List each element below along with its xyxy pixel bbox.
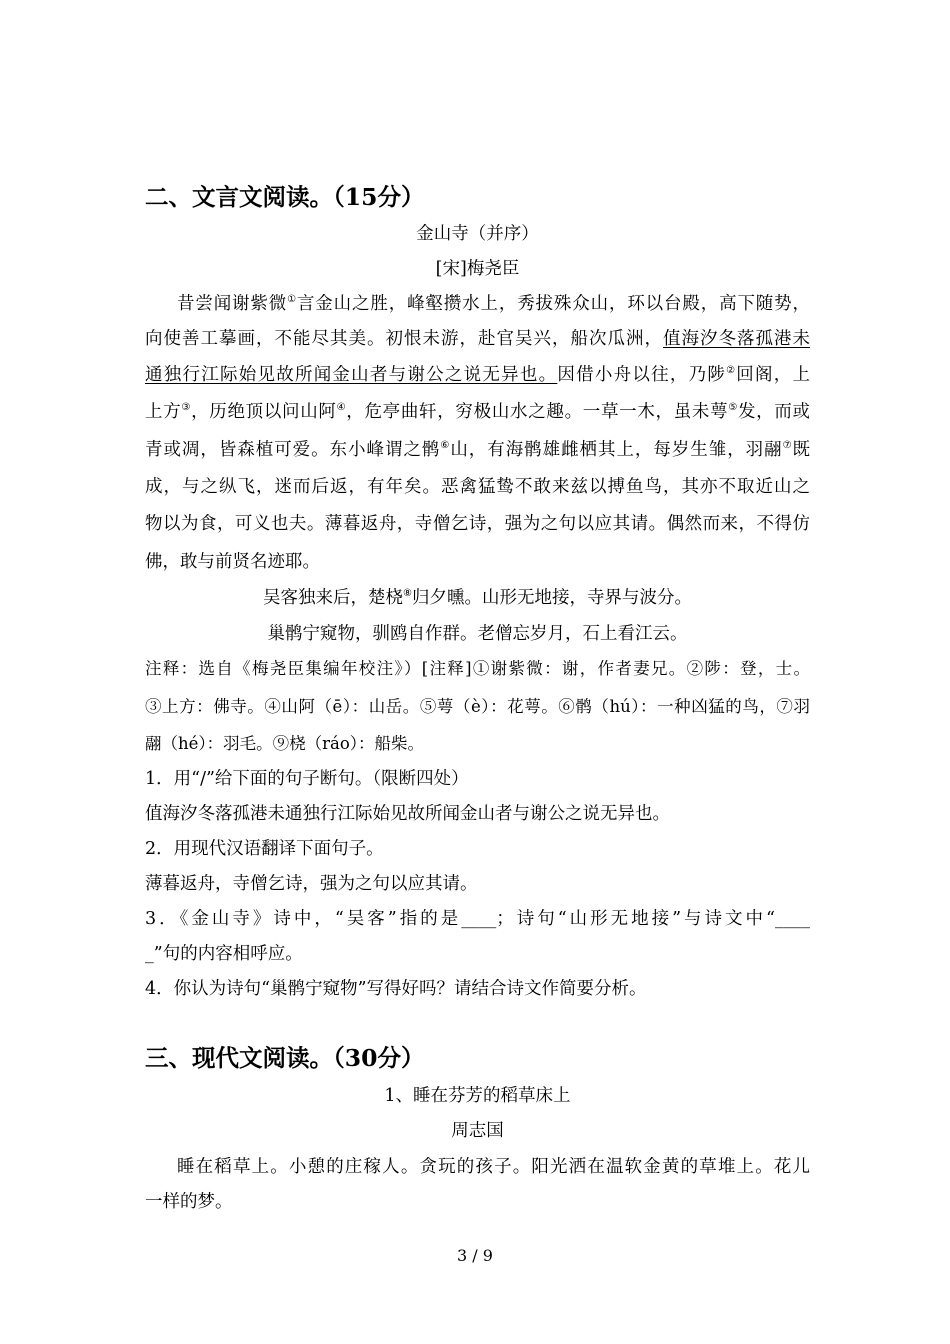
article-title: 1、睡在芬芳的稻草床上 (384, 1086, 571, 1106)
poem-author: [宋]梅尧臣 (435, 259, 520, 279)
question-3-line-1: 3．《金山寺》诗中，“吴客”指的是____；诗句“山形无地接”与诗文中“____ (145, 909, 810, 929)
section-heading-classical: 二、文言文阅读。（15分） (145, 183, 425, 211)
question-1: 1．用“/”给下面的句子断句。（限断四处） (145, 769, 469, 789)
question-2: 2．用现代汉语翻译下面句子。 (145, 839, 384, 859)
prose-line-4: 上方③，历绝顶以问山阿④，危亭曲轩，穷极山水之趣。一草一木，虽未萼⑤发，而或 (145, 402, 811, 422)
note-ref-5: ⑤ (728, 402, 738, 413)
poem-title: 金山寺（并序） (416, 224, 539, 244)
question-2-sentence: 薄暮返舟，寺僧乞诗，强为之句以应其请。 (145, 874, 478, 894)
page-number: 3 / 9 (457, 1246, 493, 1265)
poem-line-2: 巢鹘宁窥物，驯鸥自作群。老僧忘岁月，石上看江云。 (267, 624, 688, 644)
prose-line-2: 向使善工摹画，不能尽其美。初恨未游，赴官吴兴，船次瓜洲，值海汐冬落孤港未 (145, 329, 810, 349)
notes-line-2: ③上方：佛寺。④山阿（ē）：山岳。⑤萼（è）：花萼。⑥鹘（hú）：一种凶猛的鸟，⑦羽 (145, 697, 810, 716)
poem-line-1: 吴客独来后，楚桡⑧归夕曛。山形无地接，寺界与波分。 (263, 588, 692, 608)
note-ref-6: ⑥ (440, 440, 451, 451)
article-paragraph-line-2: 一样的梦。 (145, 1192, 233, 1212)
note-ref-3: ③ (181, 402, 192, 413)
prose-line-7: 物以为食，可义也夫。薄暮返舟，寺僧乞诗，强为之句以应其请。偶然而来，不得仿 (145, 514, 810, 534)
note-ref-1: ① (287, 294, 297, 305)
question-3-line-2: _”句的内容相呼应。 (145, 944, 303, 964)
prose-line-5: 青或凋，皆森植可爱。东小峰谓之鹘⑥山，有海鹘雄雌栖其上，每岁生雏，羽翮⑦既 (145, 440, 811, 460)
prose-line-8: 佛，敢与前贤名迹耶。 (145, 552, 320, 572)
underlined-sentence-part-2: 通独行江际始见故所闻金山者与谢公之说无异也。 (145, 365, 558, 385)
prose-line-6: 成，与之纵飞，迷而后返，有年矣。恶禽猛鸷不敢来兹以搏鱼鸟，其亦不取近山之 (145, 477, 810, 497)
section-heading-modern: 三、现代文阅读。（30分） (145, 1044, 425, 1072)
question-4: 4．你认为诗句“巢鹘宁窥物”写得好吗？请结合诗文作简要分析。 (145, 979, 647, 999)
article-author: 周志国 (451, 1121, 504, 1141)
notes-line-3: 翮（hé）：羽毛。⑨桡（ráo）：船柴。 (145, 734, 425, 753)
article-paragraph-line-1: 睡在稻草上。小憩的庄稼人。贪玩的孩子。阳光洒在温软金黄的草堆上。花儿 (177, 1157, 810, 1177)
note-ref-7: ⑦ (782, 440, 793, 451)
note-ref-4: ④ (336, 402, 347, 413)
prose-line-1: 昔尝闻谢紫微①言金山之胜，峰壑攒水上，秀拔殊众山，环以台殿，高下随势， (177, 294, 811, 314)
question-1-sentence: 值海汐冬落孤港未通独行江际始见故所闻金山者与谢公之说无异也。 (145, 804, 670, 824)
notes-line-1: 注释：选自《梅尧臣集编年校注》）[注释]①谢紫微：谢，作者妻兄。②陟：登，士。 (145, 659, 810, 678)
note-ref-2: ② (726, 365, 737, 376)
note-ref-8: ⑧ (403, 588, 412, 599)
underlined-sentence-part-1: 值海汐冬落孤港未 (663, 329, 810, 349)
prose-line-3: 通独行江际始见故所闻金山者与谢公之说无异也。因借小舟以往，乃陟②回阁，上 (145, 365, 811, 385)
